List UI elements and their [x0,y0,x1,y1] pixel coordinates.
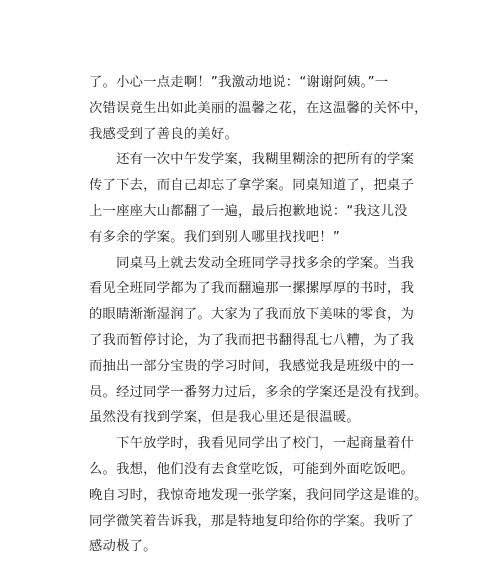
text-line: 下午放学时，我看见同学出了校门，一起商量着什 [89,436,415,452]
text-line: 虽然没有找到学案，但是我心里还是很温暖。 [89,410,360,426]
text-line: 次错误竟生出如此美丽的温馨之花，在这温馨的关怀中， [89,100,428,116]
text-line: 同学微笑着告诉我，那是特地复印给你的学案。我听了 [89,513,415,529]
text-line: 的眼睛渐渐湿润了。大家为了我而放下美味的零食，为 [89,307,415,323]
essay-text [89,70,429,560]
text-line: 有多余的学案。我们到别人哪里找找吧！” [89,229,340,245]
text-line: 上一座座大山都翻了一遍，最后抱歉地说：“我这儿没 [89,203,408,219]
text-line: 同桌马上就去发动全班同学寻找多余的学案。当我 [89,255,415,271]
text-line: 么。我想，他们没有去食堂吃饭，可能到外面吃饭吧。 [89,461,415,477]
text-line: 晚自习时，我惊奇地发现一张学案，我问同学这是谁的。 [89,487,428,503]
text-line: 看见全班同学都为了我而翻遍那一摞摞厚厚的书时，我 [89,281,415,297]
text-line: 感动极了。 [89,539,157,555]
text-line: 了。小心一点走啊！”我激动地说：“谢谢阿姨。”一 [89,75,389,90]
text-line: 而抽出一部分宝贵的学习时间，我感觉我是班级中的一 [89,358,415,374]
text-line: 传了下去，而自己却忘了拿学案。同桌知道了，把桌子 [89,178,415,194]
text-line: 员。经过同学一番努力过后，多余的学案还是没有找到。 [89,384,428,400]
text-line: 还有一次中午发学案，我糊里糊涂的把所有的学案 [89,152,415,168]
text-line: 我感受到了善良的美好。 [89,126,239,142]
text-line: 了我而暂停讨论，为了我而把书翻得乱七八糟，为了我 [89,332,415,348]
